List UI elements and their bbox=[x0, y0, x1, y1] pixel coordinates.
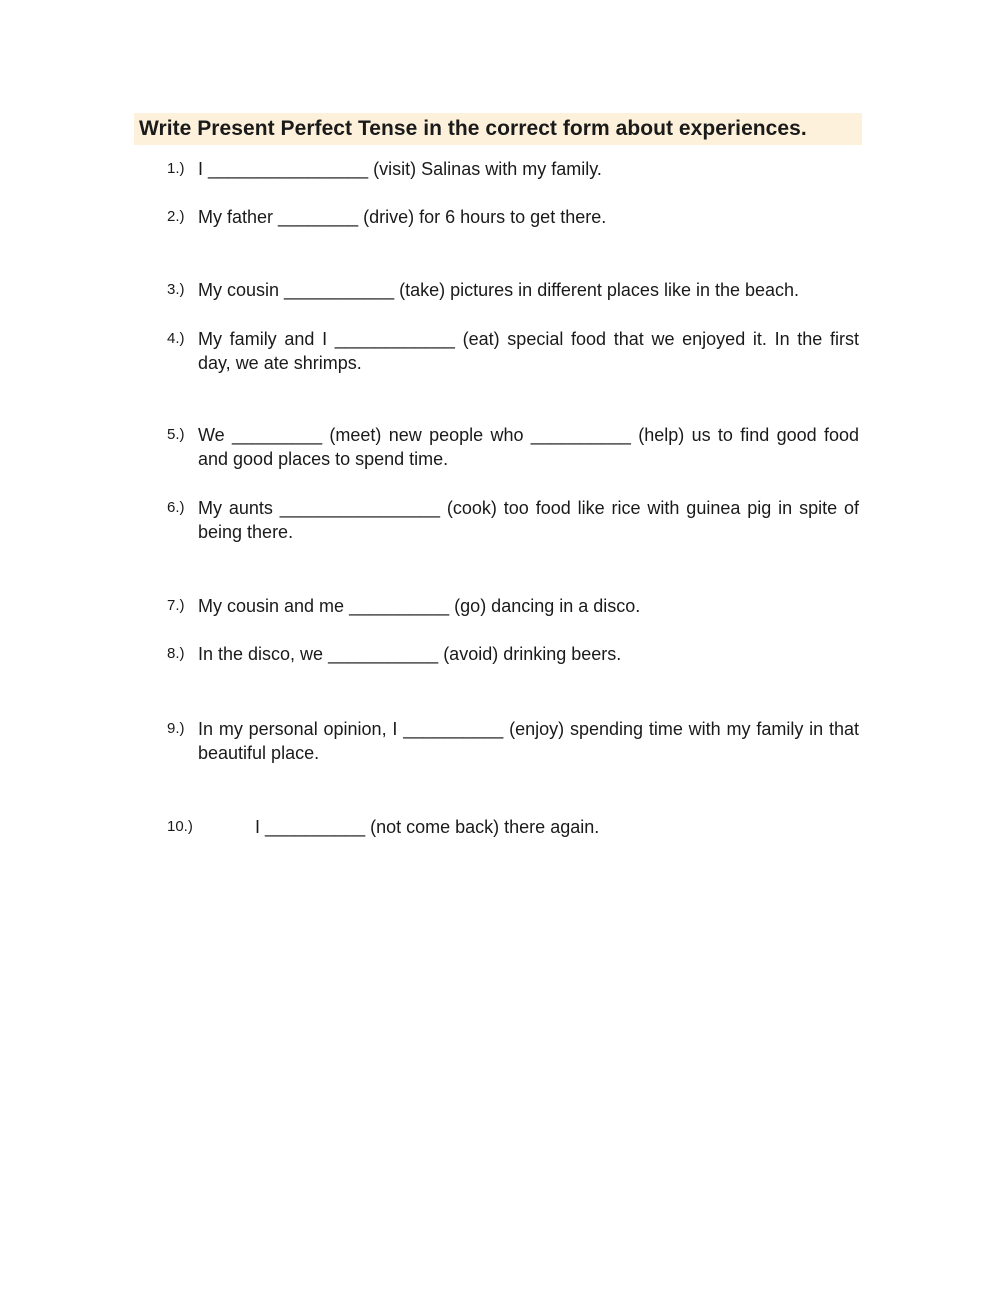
item-number: 10.) bbox=[167, 818, 193, 835]
item-text: My cousin ___________ (take) pictures in different places like in the beach. bbox=[198, 280, 800, 300]
item-text: My cousin and me __________ (go) dancing in a disco. bbox=[198, 596, 641, 616]
item-text: My aunts ________________ (cook) too food like rice with guinea pig in spite of being there. bbox=[198, 498, 859, 542]
item-number: 7.) bbox=[167, 597, 185, 614]
item-text: My father ________ (drive) for 6 hours to get there. bbox=[198, 207, 607, 227]
item-text: In the disco, we ___________ (avoid) drinking beers. bbox=[198, 644, 622, 664]
item-number: 1.) bbox=[167, 160, 185, 177]
item-number: 3.) bbox=[167, 281, 185, 298]
page-title: Write Present Perfect Tense in the correct form about experiences. bbox=[139, 117, 807, 140]
item-text: My family and I ____________ (eat) special food that we enjoyed it. In the first day, we ate shrimps. bbox=[198, 329, 859, 373]
item-number: 8.) bbox=[167, 645, 185, 662]
item-number: 4.) bbox=[167, 330, 185, 347]
item-number: 9.) bbox=[167, 720, 185, 737]
item-text: I __________ (not come back) there again. bbox=[255, 817, 600, 837]
item-number: 6.) bbox=[167, 499, 185, 516]
item-text: We _________ (meet) new people who __________ (help) us to find good food and good places to spend time. bbox=[198, 425, 859, 469]
item-text: I ________________ (visit) Salinas with my family. bbox=[198, 159, 602, 179]
item-number: 5.) bbox=[167, 426, 185, 443]
item-text: In my personal opinion, I __________ (enjoy) spending time with my family in that beautiful place. bbox=[198, 719, 859, 763]
item-number: 2.) bbox=[167, 208, 185, 225]
